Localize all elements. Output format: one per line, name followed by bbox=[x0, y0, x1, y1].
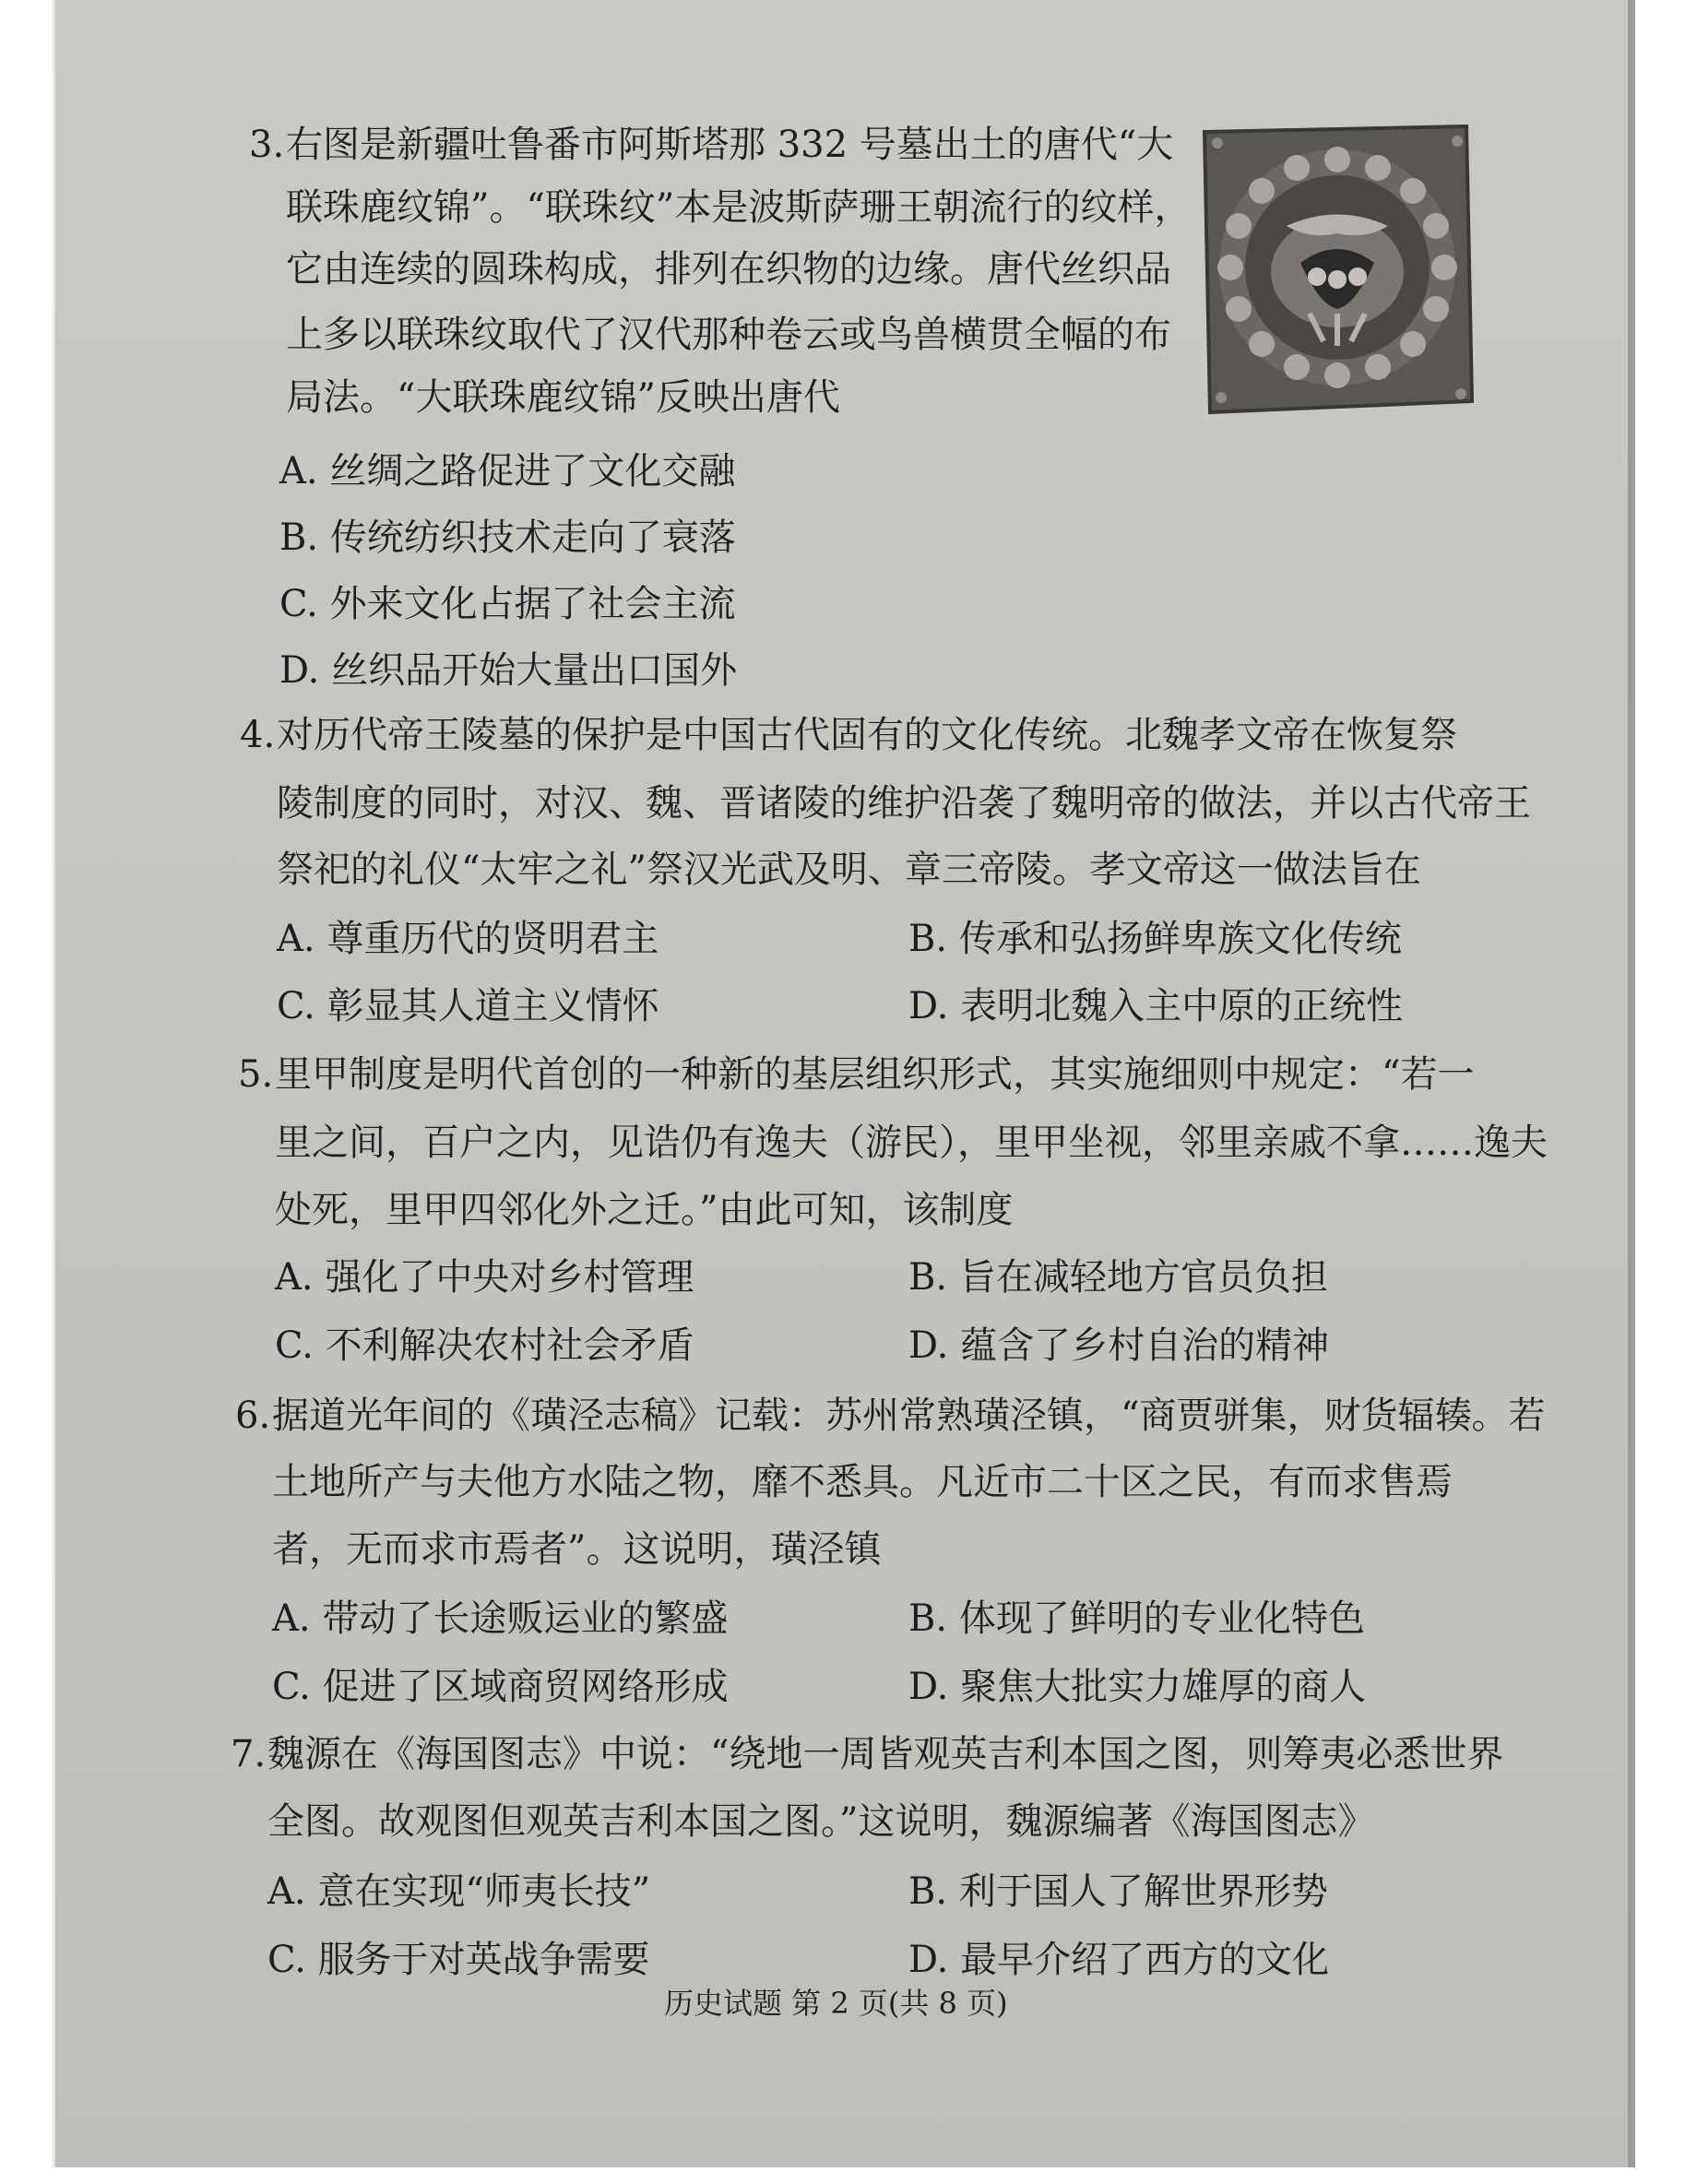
question-6-option-d[interactable]: D. 聚焦大批实力雄厚的商人 bbox=[908, 1666, 1367, 1708]
question-3-option-c[interactable]: C. 外来文化占据了社会主流 bbox=[279, 583, 736, 625]
question-7-stem-line: 魏源在《海国图志》中说：“绕地一周皆观英吉利本国之图，则筹夷必悉世界 bbox=[267, 1733, 1504, 1775]
question-3-stem-line: 联珠鹿纹锦”。“联珠纹”本是波斯萨珊王朝流行的纹样， bbox=[286, 186, 1192, 229]
question-7-option-b[interactable]: B. 利于国人了解世界形势 bbox=[908, 1870, 1328, 1913]
question-3-option-a[interactable]: A. 丝绸之路促进了文化交融 bbox=[279, 450, 736, 493]
question-5-option-a[interactable]: A. 强化了中央对乡村管理 bbox=[275, 1256, 694, 1299]
question-7-option-a[interactable]: A. 意在实现“师夷长技” bbox=[267, 1870, 651, 1913]
question-5-number: 5. bbox=[238, 1053, 274, 1096]
page-footer: 历史试题 第 2 页(共 8 页) bbox=[664, 1986, 1008, 2021]
question-4-stem-line: 对历代帝王陵墓的保护是中国古代固有的文化传统。北魏孝文帝在恢复祭 bbox=[277, 714, 1457, 756]
question-4-stem-line: 陵制度的同时，对汉、魏、晋诸陵的维护沿袭了魏明帝的做法，并以古代帝王 bbox=[277, 782, 1531, 825]
question-4-option-b[interactable]: B. 传承和弘扬鲜卑族文化传统 bbox=[908, 918, 1402, 960]
question-3-stem-line: 局法。“大联珠鹿纹锦”反映出唐代 bbox=[286, 376, 840, 419]
question-6-number: 6. bbox=[235, 1395, 271, 1437]
question-7-stem-line: 全图。故观图但观英吉利本国之图。”这说明，魏源编著《海国图志》 bbox=[267, 1800, 1375, 1843]
question-4-number: 4. bbox=[240, 714, 276, 756]
question-5-stem-line: 处死，里甲四邻化外之迁。”由此可知，该制度 bbox=[275, 1189, 1014, 1231]
paper-edge bbox=[1628, 0, 1635, 2167]
question-7-option-d[interactable]: D. 最早介绍了西方的文化 bbox=[908, 1939, 1330, 1981]
question-7-option-c[interactable]: C. 服务于对英战争需要 bbox=[267, 1939, 650, 1981]
question-5-option-b[interactable]: B. 旨在减轻地方官员负担 bbox=[908, 1256, 1328, 1299]
question-4-stem-line: 祭祀的礼仪“太牢之礼”祭汉光武及明、章三帝陵。孝文帝这一做法旨在 bbox=[277, 849, 1421, 891]
question-4-option-d[interactable]: D. 表明北魏入主中原的正统性 bbox=[908, 985, 1404, 1027]
question-5-option-c[interactable]: C. 不利解决农村社会矛盾 bbox=[275, 1324, 694, 1367]
brocade-photo-icon bbox=[1199, 125, 1476, 415]
question-5-stem-line: 里甲制度是明代首创的一种新的基层组织形式，其实施细则中规定：“若一 bbox=[275, 1053, 1475, 1096]
question-3-stem-line: 右图是新疆吐鲁番市阿斯塔那 332 号墓出土的唐代“大 bbox=[286, 124, 1174, 166]
question-6-stem-line: 土地所产与夫他方水陆之物，靡不悉具。凡近市二十区之民，有而求售焉 bbox=[272, 1461, 1453, 1503]
question-7-number: 7. bbox=[231, 1733, 267, 1775]
question-3-number: 3. bbox=[249, 124, 285, 166]
question-3-stem-line: 它由连续的圆珠构成，排列在织物的边缘。唐代丝织品 bbox=[286, 248, 1171, 291]
question-6-option-a[interactable]: A. 带动了长途贩运业的繁盛 bbox=[272, 1597, 729, 1640]
question-5-stem-line: 里之间，百户之内，见诰仍有逸夫（游民），里甲坐视，邻里亲戚不拿……逸夫 bbox=[275, 1122, 1548, 1164]
question-4-option-a[interactable]: A. 尊重历代的贤明君主 bbox=[277, 918, 659, 960]
question-3-stem-line: 上多以联珠纹取代了汉代那种卷云或鸟兽横贯全幅的布 bbox=[286, 314, 1171, 356]
question-6-stem-line: 据道光年间的《璜泾志稿》记载：苏州常熟璜泾镇，“商贾骈集，财货辐辏。若 bbox=[272, 1395, 1546, 1437]
question-6-stem-line: 者，无而求市焉者”。这说明，璜泾镇 bbox=[272, 1528, 882, 1571]
question-3-option-d[interactable]: D. 丝织品开始大量出口国外 bbox=[279, 649, 738, 692]
question-6-option-b[interactable]: B. 体现了鲜明的专业化特色 bbox=[908, 1597, 1365, 1640]
question-5-option-d[interactable]: D. 蕴含了乡村自治的精神 bbox=[908, 1324, 1330, 1367]
question-6-option-c[interactable]: C. 促进了区域商贸网络形成 bbox=[272, 1666, 729, 1708]
question-4-option-c[interactable]: C. 彰显其人道主义情怀 bbox=[277, 985, 659, 1027]
question-3-option-b[interactable]: B. 传统纺织技术走向了衰落 bbox=[279, 516, 736, 559]
